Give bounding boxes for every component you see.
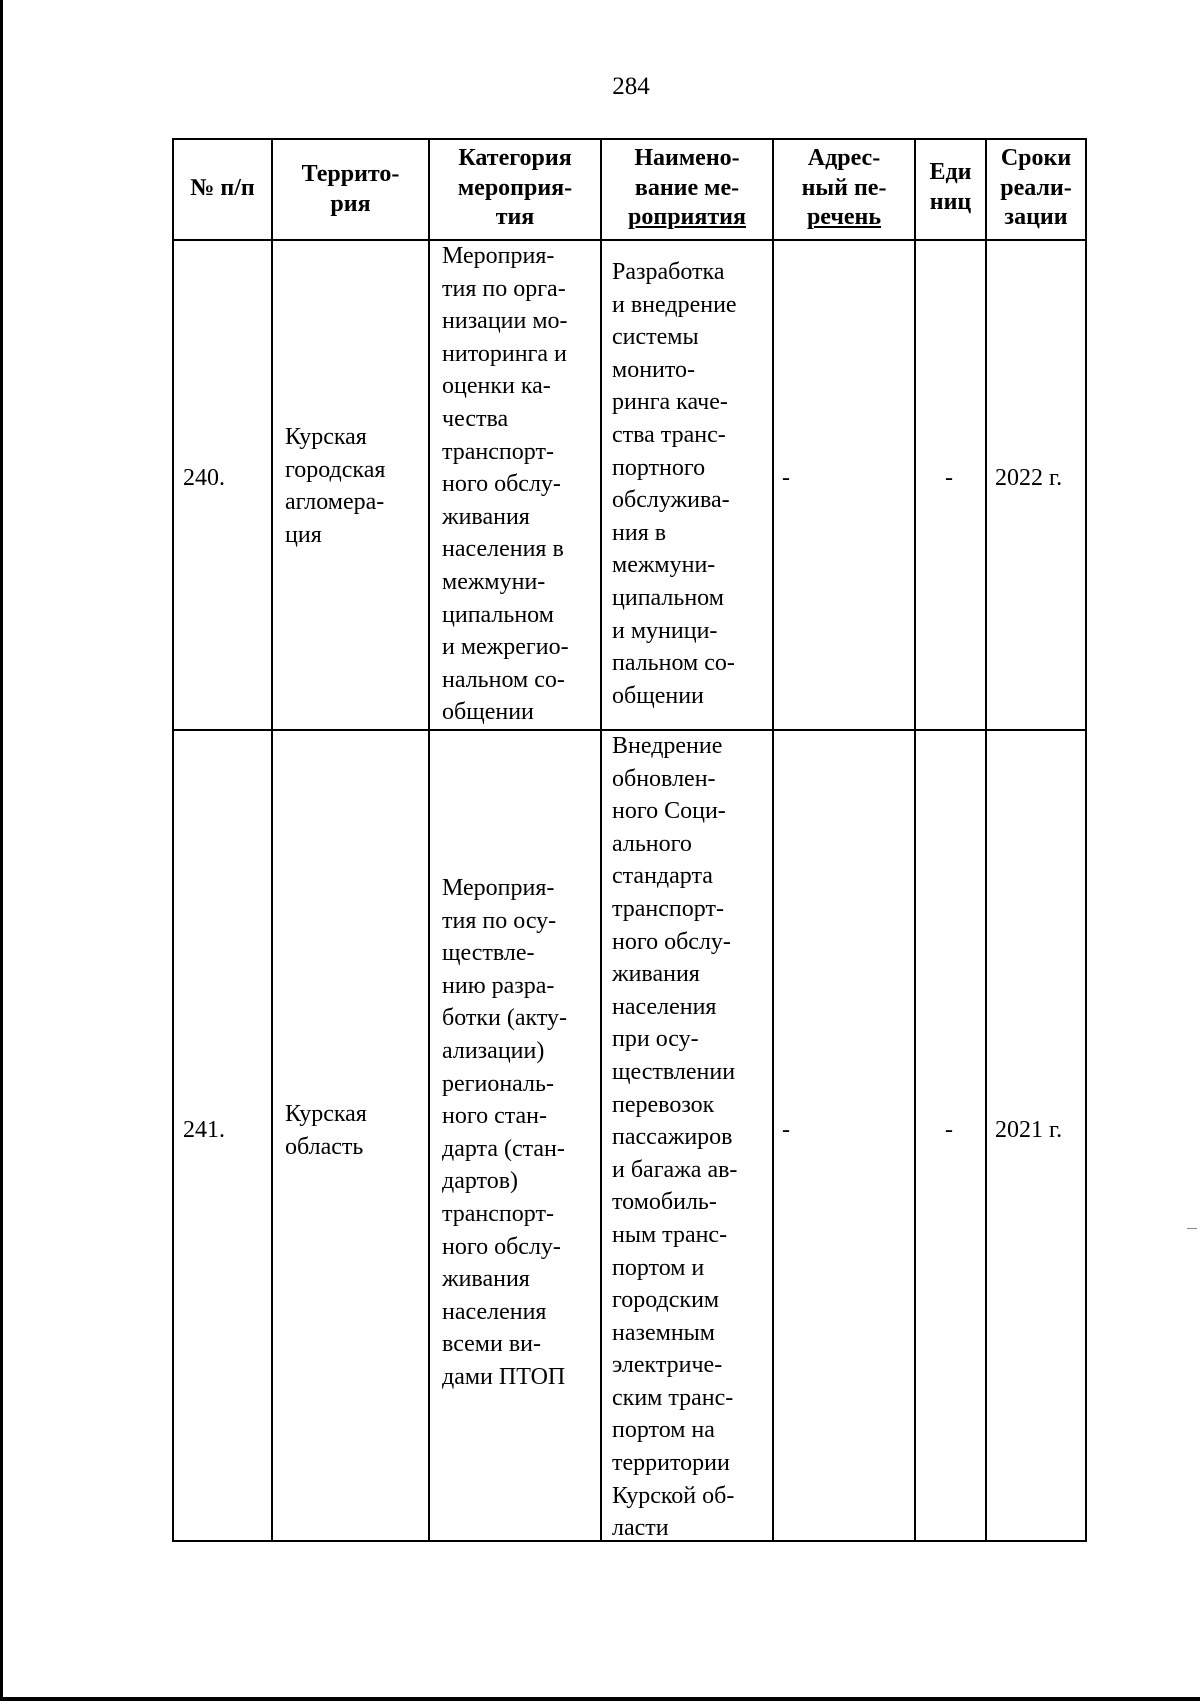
- page-number: 284: [612, 73, 650, 100]
- row-241-address: -: [782, 1117, 790, 1143]
- header-territory: Террито- рия: [301, 161, 400, 217]
- row-241-terms: 2021 г.: [995, 1117, 1063, 1143]
- row-240-territory: Курская городская агломера- ция: [285, 424, 386, 548]
- scan-mark: [1187, 1228, 1197, 1229]
- header-terms: Сроки реали- зации: [1000, 145, 1072, 230]
- table-border-left: [172, 138, 174, 1542]
- row-241-category: Мероприя- тия по осу- ществле- нию разра- ботки (акту- ализации) региональ- ного стан- дарта (стан- дартов) транспорт- ного обслу- живания населения всеми ви- дами ПТОП: [442, 875, 568, 1390]
- measures-table: [172, 138, 1087, 1542]
- table-border-right: [1085, 138, 1087, 1542]
- row-240-num: 240.: [183, 465, 225, 491]
- header-num: № п/п: [190, 175, 255, 201]
- scan-border-left: [0, 0, 3, 1701]
- row-241-name: Внедрение обновлен- ного Соци- ального стандарта транспорт- ного обслу- живания населения при осу- ществлении перевозок пассажиров и багажа ав- томобиль- ным транс- портом и городским наземным электриче- ским транс- портом на территории Курской об- ласти: [612, 733, 738, 1542]
- scan-border-bottom: [0, 1697, 1200, 1701]
- row-240-name: Разработка и внедрение системы монито- ринга каче- ства транс- портного обслужива- ния в межмуни- ципальном и муници- пальном со- общении: [612, 259, 737, 709]
- column-divider: [271, 138, 273, 1542]
- row-241-num: 241.: [183, 1117, 225, 1143]
- row-240-units: -: [945, 465, 953, 491]
- row-241-territory: Курская область: [285, 1101, 367, 1160]
- header-category: Категория мероприя- тия: [457, 145, 573, 230]
- row-241-units: -: [945, 1117, 953, 1143]
- column-divider: [600, 138, 602, 1542]
- header-divider: [172, 239, 1087, 241]
- header-address: Адрес- ный пе- речень: [801, 145, 887, 230]
- column-divider: [428, 138, 430, 1542]
- header-units: Еди ниц: [929, 159, 972, 215]
- column-divider: [914, 138, 916, 1542]
- column-divider: [985, 138, 987, 1542]
- row-240-terms: 2022 г.: [995, 465, 1063, 491]
- row-240-address: -: [782, 465, 790, 491]
- table-border-top: [172, 138, 1087, 140]
- header-name: Наимено- вание ме- роприятия: [628, 145, 746, 230]
- row-240-category: Мероприя- тия по орга- низации мо- ниторинга и оценки ка- чества транспорт- ного обслу- живания населения в межмуни- ципальном и межрегио- нальном со- общении: [442, 243, 569, 726]
- column-divider: [772, 138, 774, 1542]
